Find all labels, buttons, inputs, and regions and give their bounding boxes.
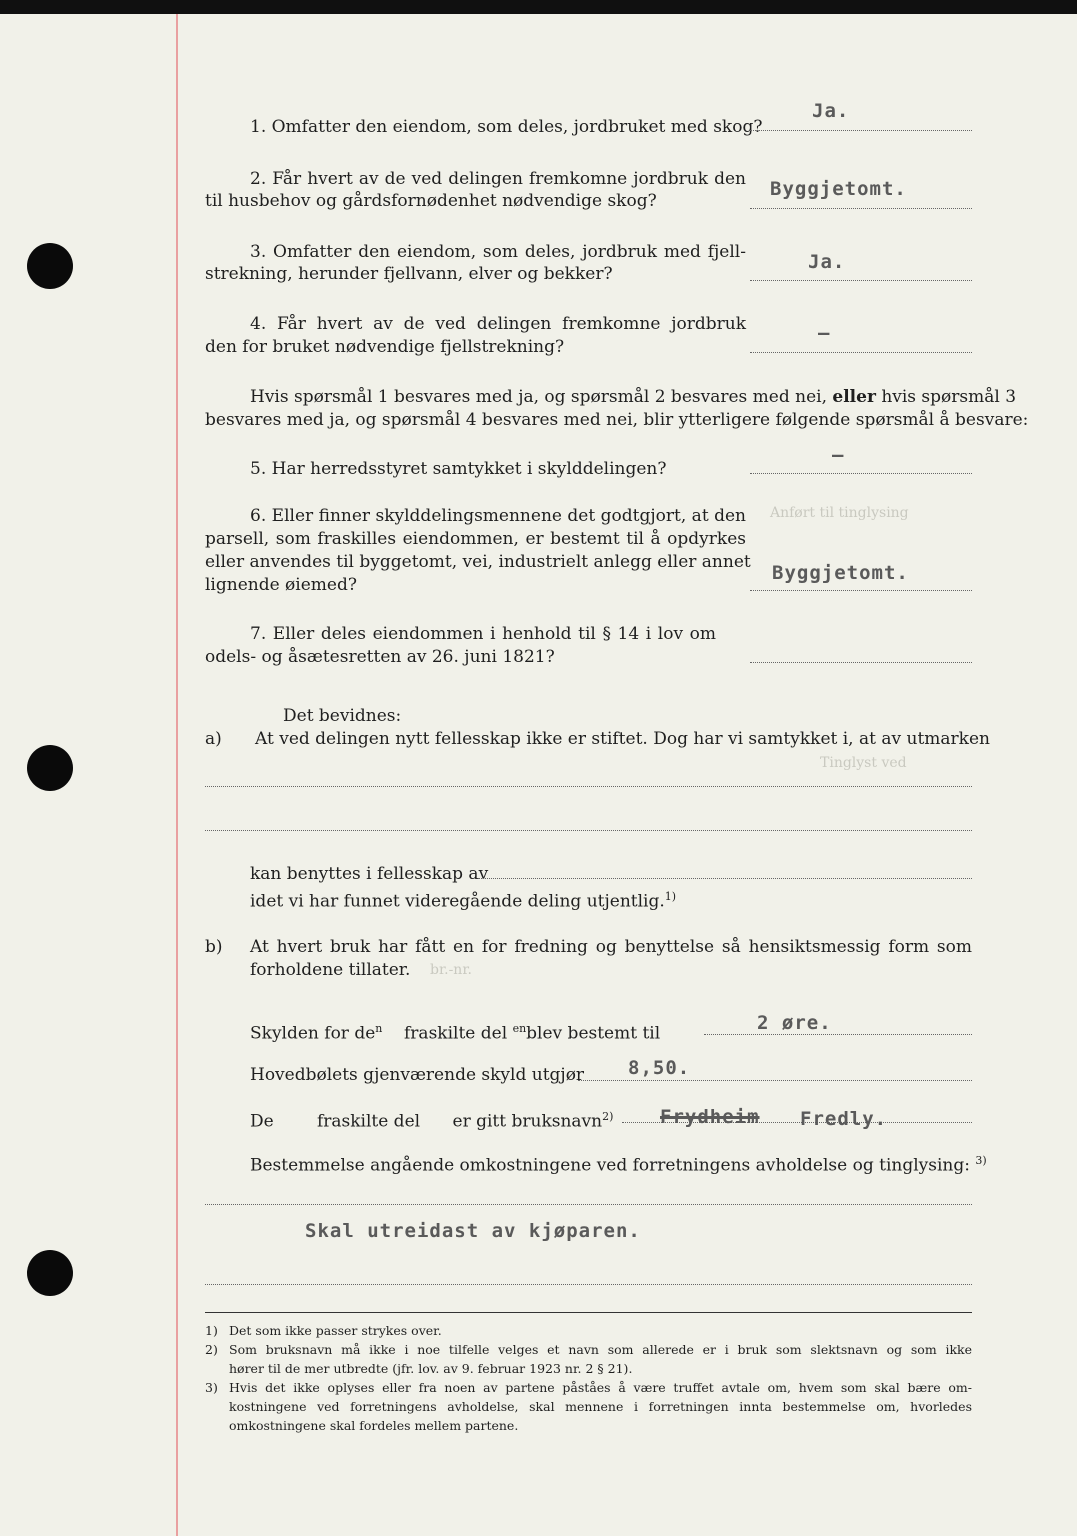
question-6-line3: eller anvendes til byggetomt, vei, industrielt anlegg eller annet (205, 552, 751, 572)
attest-b-label: b) (205, 937, 223, 957)
answer-1: Ja. (812, 100, 850, 122)
bleed-through: Anført til tinglysing (770, 505, 909, 521)
blank-line (205, 830, 972, 831)
attest-a-line2: kan benyttes i fellesskap av (250, 864, 489, 884)
hovedbol-label: Hovedbølets gjenværende skyld utgjør (250, 1065, 585, 1085)
question-2-line2: til husbehov og gårdsfornødenhet nødvendige skog? (205, 191, 657, 211)
answer-3: Ja. (808, 251, 846, 273)
question-6-line1: 6. Eller finner skylddelingsmennene det godtgjort, at den (250, 506, 746, 526)
question-3-line2: strekning, herunder fjellvann, elver og bekker? (205, 264, 613, 284)
footnote-2-num: 2) (205, 1342, 218, 1357)
answer-line (750, 473, 972, 474)
question-5: 5. Har herredsstyret samtykket i skylddelingen? (250, 459, 667, 479)
answer-2: Byggjetomt. (770, 178, 907, 200)
punch-hole (27, 745, 73, 791)
answer-line (750, 280, 972, 281)
omkostning-value: Skal utreidast av kjøparen. (305, 1220, 641, 1242)
bleed-through: Tinglyst ved (820, 755, 907, 771)
question-7-line1: 7. Eller deles eiendommen i henhold til § 14 i lov om (250, 624, 716, 644)
question-6-line2: parsell, som fraskilles eiendommen, er bestemt til å opdyrkes (205, 529, 746, 549)
scan-top-edge (0, 0, 1077, 14)
answer-line (750, 130, 972, 131)
footnote-3-line: Hvis det ikke oplyses eller fra noen av partene påståes å være truffet avtale om, hvem som skal bære om- (229, 1380, 972, 1395)
bruksnavn-label: De fraskilte del er gitt bruksnavn$^{2)}$ (250, 1110, 614, 1132)
bruksnavn-struck: Frydheim (660, 1106, 760, 1128)
bleed-through: br.-nr. (430, 962, 472, 978)
footnote-1-num: 1) (205, 1323, 218, 1338)
margin-line (176, 14, 178, 1536)
attest-a-label: a) (205, 729, 222, 749)
answer-line (750, 662, 972, 663)
footnote-3-line: omkostningene skal fordeles mellem partene. (229, 1418, 519, 1433)
attest-heading: Det bevidnes: (283, 706, 402, 726)
attest-a-text: At ved delingen nytt fellesskap ikke er stiftet. Dog har vi samtykket i, at av utmarken (255, 729, 990, 749)
question-3-line1: 3. Omfatter den eiendom, som deles, jordbruk med fjell- (250, 242, 746, 262)
question-4-line1: 4. Får hvert av de ved delingen fremkomne jordbruk (250, 314, 746, 334)
footnote-2-line: hører til de mer utbredte (jfr. lov. av 9. februar 1923 nr. 2 § 21). (229, 1361, 633, 1376)
footnote-2-line: Som bruksnavn må ikke i noe tilfelle velges et navn som allerede er i bruk som slektsnavn og som ikke (229, 1342, 972, 1357)
answer-4: – (818, 322, 831, 344)
skyld-value: 2 øre. (757, 1012, 832, 1034)
bruksnavn-value: Fredly. (800, 1108, 888, 1130)
skyld-line: Skylden for $de^n$ fraskilte del $^{en}$blev bestemt til (250, 1022, 661, 1044)
omkostning-label: Bestemmelse angående omkostningene ved forretningens avholdelse og tinglysing: $^{3)}$ (250, 1154, 987, 1176)
punch-hole (27, 1250, 73, 1296)
answer-line (704, 1034, 972, 1035)
attest-a-line3: idet vi har funnet videregående deling utjentlig.$^{1)}$ (250, 890, 677, 912)
question-2-line1: 2. Får hvert av de ved delingen fremkomne jordbruk den (250, 169, 746, 189)
hovedbol-value: 8,50. (628, 1057, 691, 1079)
punch-hole (27, 243, 73, 289)
footnote-1-line: Det som ikke passer strykes over. (229, 1323, 442, 1338)
answer-line (750, 208, 972, 209)
condition-line2: besvares med ja, og spørsmål 4 besvares med nei, blir ytterligere følgende spørsmål å besvare: (205, 410, 1029, 430)
attest-b-line1: At hvert bruk har fått en for fredning og benyttelse så hensiktsmessig form som (250, 937, 972, 957)
answer-line (750, 352, 972, 353)
footnote-rule (205, 1312, 972, 1313)
question-1: 1. Omfatter den eiendom, som deles, jordbruket med skog? (250, 117, 763, 137)
blank-line (205, 786, 972, 787)
answer-line (578, 1080, 972, 1081)
question-7-line2: odels- og åsætesretten av 26. juni 1821? (205, 647, 555, 667)
attest-b-line2: forholdene tillater. (250, 960, 411, 980)
question-4-line2: den for bruket nødvendige fjellstrekning? (205, 337, 565, 357)
blank-line (478, 878, 972, 879)
answer-6: Byggjetomt. (772, 562, 909, 584)
footnote-3-line: kostningene ved forretningens avholdelse, skal mennene i forretningen innta bestemmelse om, hvorledes (229, 1399, 972, 1414)
answer-5: – (832, 444, 845, 466)
footnote-3-num: 3) (205, 1380, 218, 1395)
condition-line1: Hvis spørsmål 1 besvares med ja, og spørsmål 2 besvares med nei, eller hvis spørsmål 3 (250, 387, 1017, 407)
blank-line (205, 1284, 972, 1285)
question-6-line4: lignende øiemed? (205, 575, 357, 595)
answer-line (750, 590, 972, 591)
blank-line (205, 1204, 972, 1205)
